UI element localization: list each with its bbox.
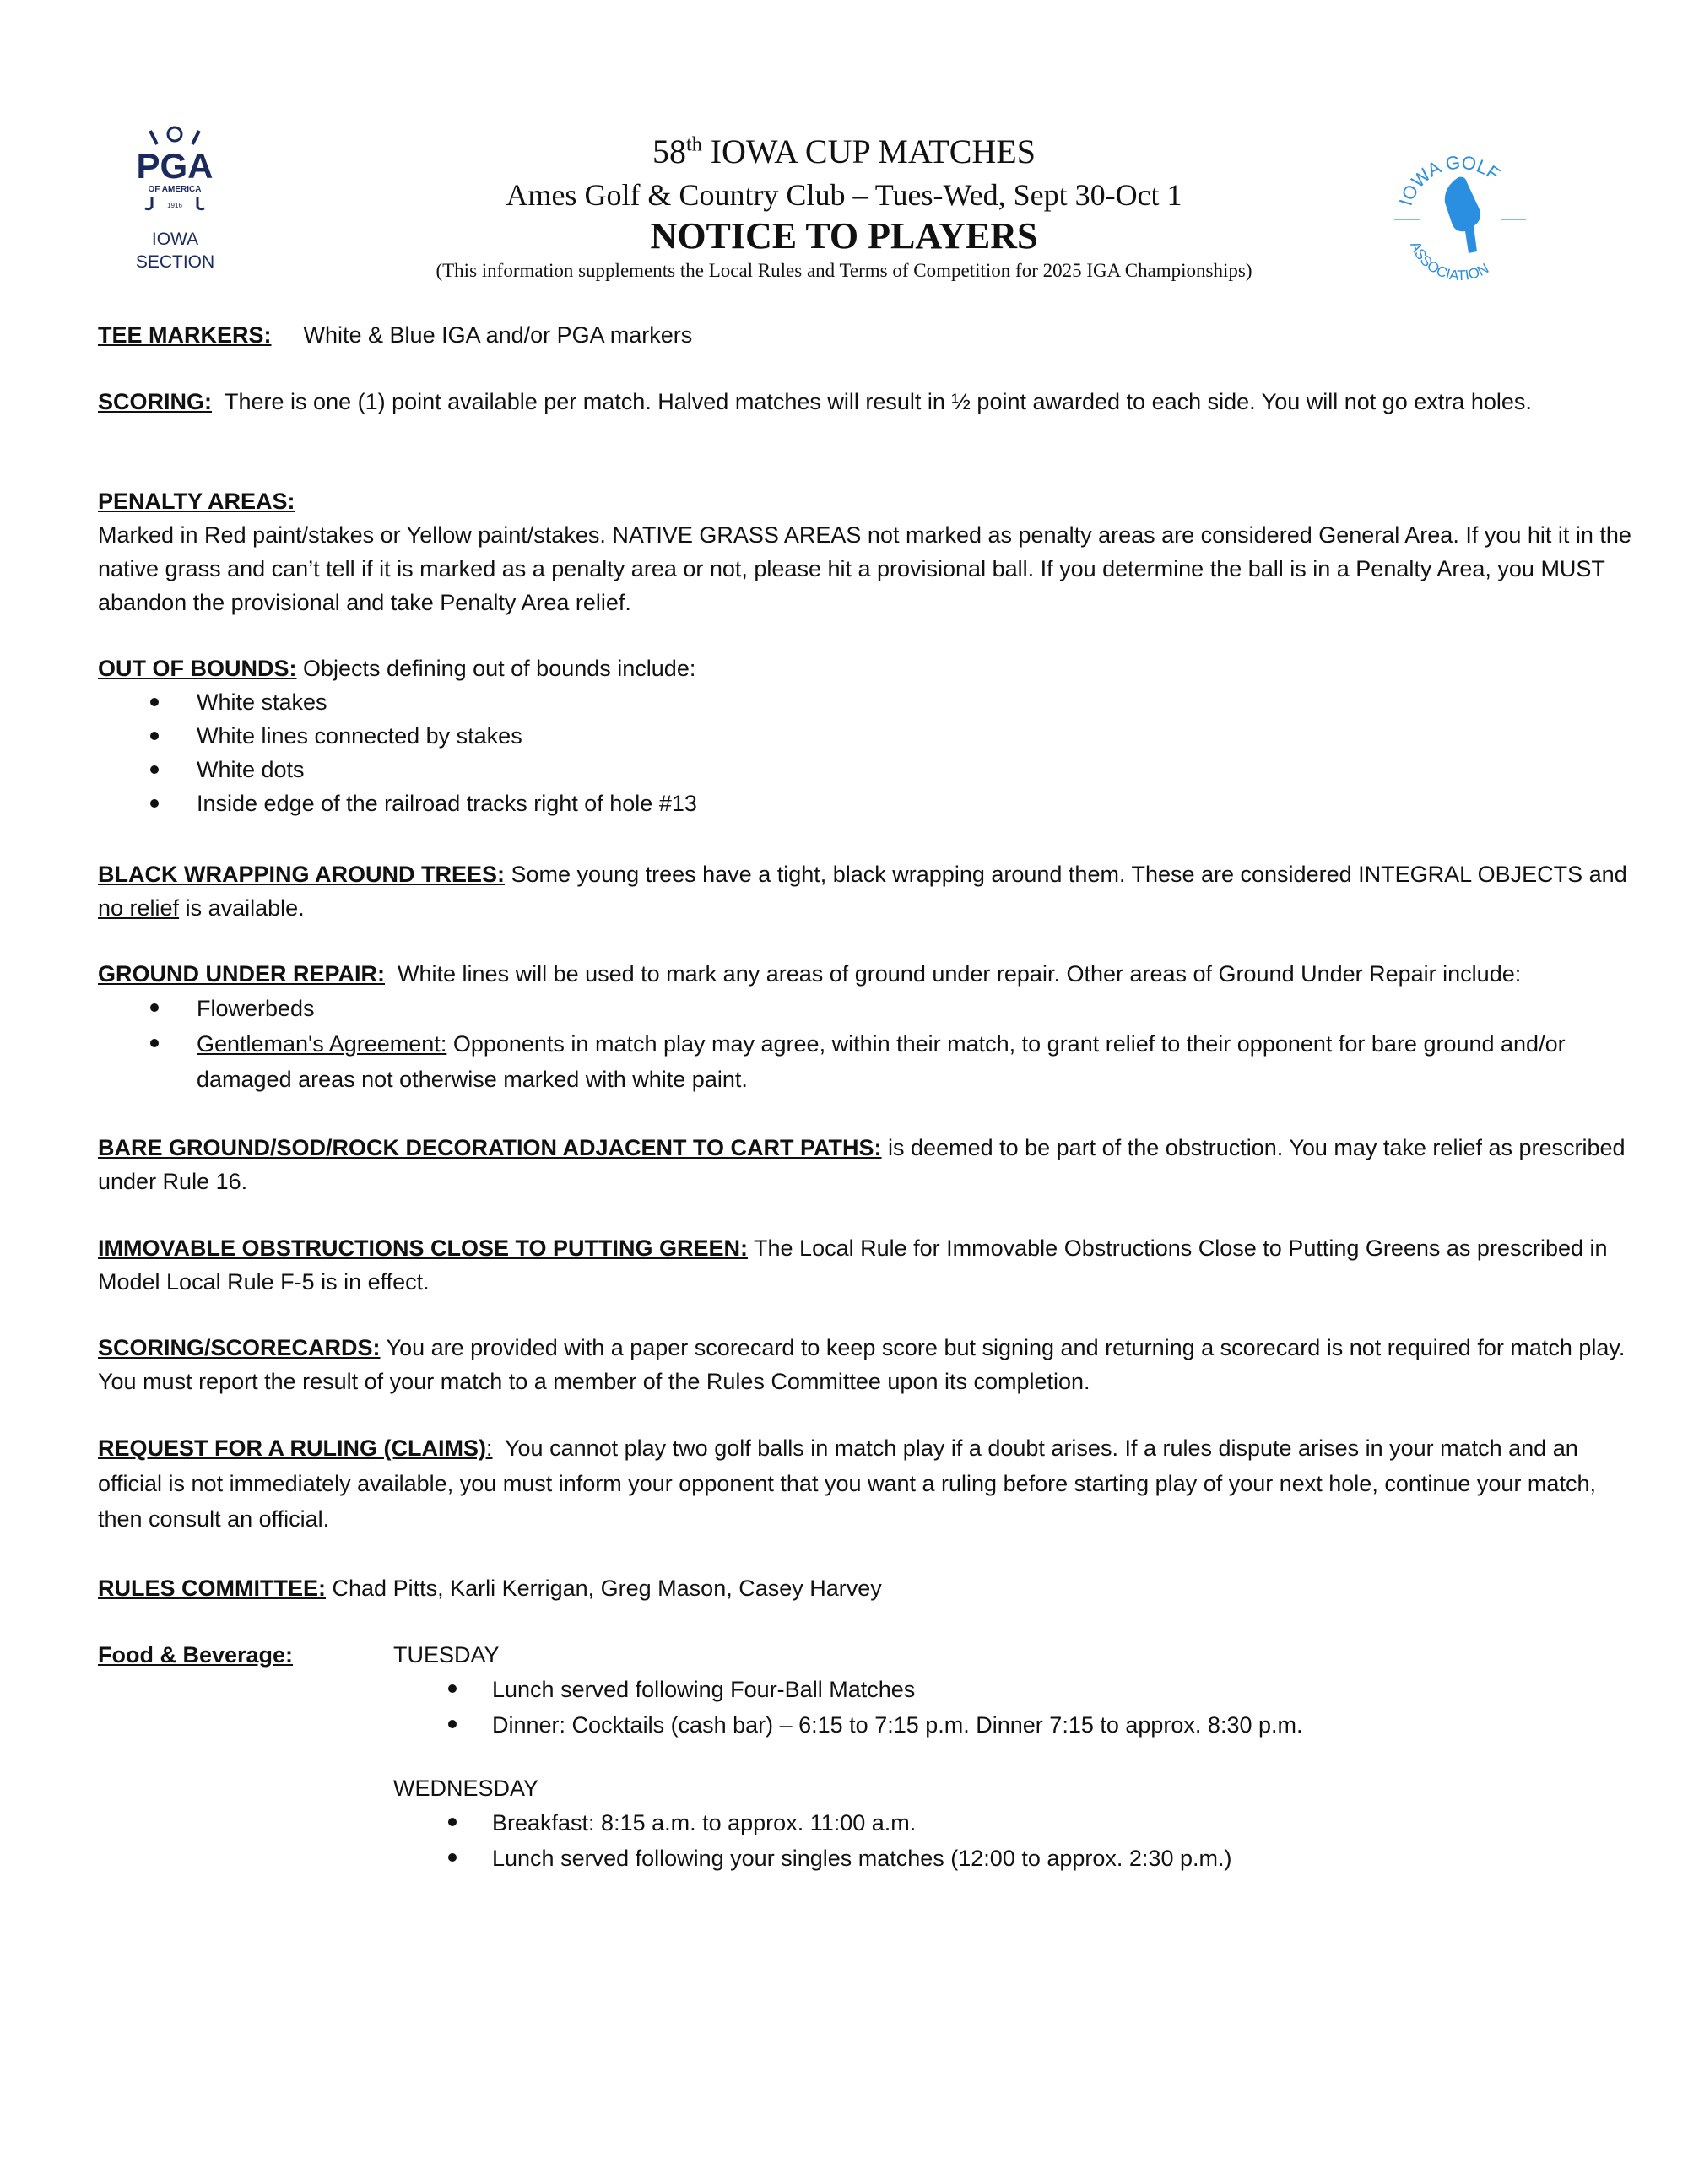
- section-text: White lines will be used to mark any areas of ground under repair. Other areas of Ground Under Repair include:: [398, 961, 1522, 987]
- heading-colon: :: [485, 1435, 493, 1461]
- section-text: Some young trees have a tight, black wrapping around them. These are considered INTEGRAL OBJECTS and: [511, 862, 1627, 887]
- request-ruling-section: [98, 1430, 1642, 1537]
- section-heading: SCORING:: [98, 389, 212, 414]
- out-of-bounds-section: [98, 651, 1642, 820]
- no-relief-text: no relief: [98, 895, 180, 921]
- list-item: White lines connected by stakes: [98, 719, 1642, 753]
- day-tuesday: TUESDAY: [393, 1642, 500, 1668]
- gentlemans-agreement-label: Gentleman's Agreement:: [197, 1031, 447, 1057]
- svg-text:PGA: PGA: [136, 146, 214, 186]
- tuesday-list: [393, 1672, 1575, 1743]
- section-text: White & Blue IGA and/or PGA markers: [303, 322, 693, 348]
- section-text: There is one (1) point available per match. Halved matches will result in ½ point awarded to each side. You will not go extra holes.: [225, 389, 1532, 414]
- title-suffix: th: [686, 133, 702, 156]
- svg-text:1916: 1916: [167, 202, 182, 209]
- list-item: [98, 1026, 1642, 1097]
- svg-text:OF AMERICA: OF AMERICA: [148, 185, 202, 194]
- list-item: Inside edge of the railroad tracks right of hole #13: [98, 787, 1642, 820]
- section-text: Objects defining out of bounds include:: [303, 656, 696, 681]
- logo-iowa-text: IOWA: [151, 230, 199, 249]
- tee-markers-section: [98, 318, 1642, 352]
- title-rest: IOWA CUP MATCHES: [701, 132, 1036, 170]
- list-item: Lunch served following Four-Ball Matches: [393, 1672, 1575, 1707]
- section-heading: OUT OF BOUNDS:: [98, 656, 297, 681]
- food-beverage-section: [98, 1638, 1642, 1871]
- section-heading: GROUND UNDER REPAIR:: [98, 961, 386, 987]
- logo-section-text: SECTION: [135, 252, 215, 272]
- wednesday-list: [393, 1805, 1575, 1876]
- list-item: Lunch served following your singles matches (12:00 to approx. 2:30 p.m.): [393, 1841, 1575, 1876]
- section-heading: SCORING/SCORECARDS:: [98, 1335, 381, 1360]
- section-heading: PENALTY AREAS:: [98, 489, 295, 514]
- list-item: Flowerbeds: [98, 991, 1642, 1026]
- section-heading: BARE GROUND/SOD/ROCK DECORATION ADJACENT TO CART PATHS:: [98, 1135, 882, 1160]
- document-title: [0, 132, 1688, 171]
- list-item: Dinner: Cocktails (cash bar) – 6:15 to 7:15 p.m. Dinner 7:15 to approx. 8:30 p.m.: [393, 1707, 1575, 1743]
- section-heading: RULES COMMITTEE:: [98, 1576, 326, 1601]
- list-item: White stakes: [98, 685, 1642, 719]
- section-heading: IMMOVABLE OBSTRUCTIONS CLOSE TO PUTTING GREEN:: [98, 1235, 749, 1261]
- section-text: You are provided with a paper scorecard to keep score but signing and returning a scorecard is not required for match play. You must report the result of your match to a member of the Rules Committee upon its completion.: [98, 1335, 1626, 1394]
- svg-text:ASSOCIATION: ASSOCIATION: [1407, 239, 1492, 284]
- section-text: is deemed to be part of the obstruction. You may take relief as prescribed under Rule 16.: [98, 1135, 1626, 1194]
- ground-under-repair-section: [98, 957, 1642, 1097]
- section-text: Chad Pitts, Karli Kerrigan, Greg Mason, Casey Harvey: [332, 1576, 882, 1601]
- title-number: 58: [652, 132, 687, 170]
- section-heading: BLACK WRAPPING AROUND TREES:: [98, 862, 505, 887]
- section-heading: REQUEST FOR A RULING (CLAIMS): [98, 1435, 486, 1461]
- section-text: Marked in Red paint/stakes or Yellow paint/stakes. NATIVE GRASS AREAS not marked as penalty areas are considered General Area. If you hit it in the native grass and can’t tell if it is marked as a penalty area or not, please hit a provisional ball. If you determine the ball is in a Penalty Area, you MUST abandon the provisional and take Penalty Area relief.: [98, 522, 1631, 615]
- section-text: You cannot play two golf balls in match play if a doubt arises. If a rules dispute arises in your match and an official is not immediately available, you must inform your opponent that you want a ruling before starting play of your next hole, continue your match, then consult an official.: [98, 1435, 1596, 1532]
- bare-ground-section: [98, 1131, 1642, 1198]
- rules-committee-section: [98, 1571, 1642, 1605]
- section-text: The Local Rule for Immovable Obstructions Close to Putting Greens as prescribed in Model Local Rule F-5 is in effect.: [98, 1235, 1608, 1295]
- gentlemans-agreement-text: Opponents in match play may agree, within their match, to grant relief to their opponent for bare ground and/or damaged areas not otherwise marked with white paint.: [197, 1031, 1566, 1092]
- gur-list: [98, 991, 1642, 1097]
- scoring-section: [98, 385, 1642, 419]
- immovable-obstructions-section: [98, 1231, 1642, 1299]
- venue-line: Ames Golf & Country Club – Tues-Wed, Sept 30-Oct 1: [506, 178, 1182, 212]
- list-item: Breakfast: 8:15 a.m. to approx. 11:00 a.m.: [393, 1805, 1575, 1841]
- svg-text:IOWA GOLF: IOWA GOLF: [1394, 151, 1504, 208]
- section-text-end: is available.: [179, 895, 305, 921]
- notice-heading: NOTICE TO PLAYERS: [650, 215, 1038, 257]
- day-wednesday: WEDNESDAY: [393, 1776, 539, 1801]
- section-heading: Food & Beverage:: [98, 1642, 294, 1668]
- scorecards-section: [98, 1331, 1642, 1398]
- list-item: White dots: [98, 753, 1642, 787]
- subtitle: (This information supplements the Local Rules and Terms of Competition for 2025 IGA Championships): [436, 260, 1252, 281]
- oob-list: [98, 685, 1642, 820]
- black-wrapping-section: [98, 857, 1642, 925]
- penalty-areas-section: [98, 484, 1642, 619]
- section-heading: TEE MARKERS:: [98, 322, 272, 348]
